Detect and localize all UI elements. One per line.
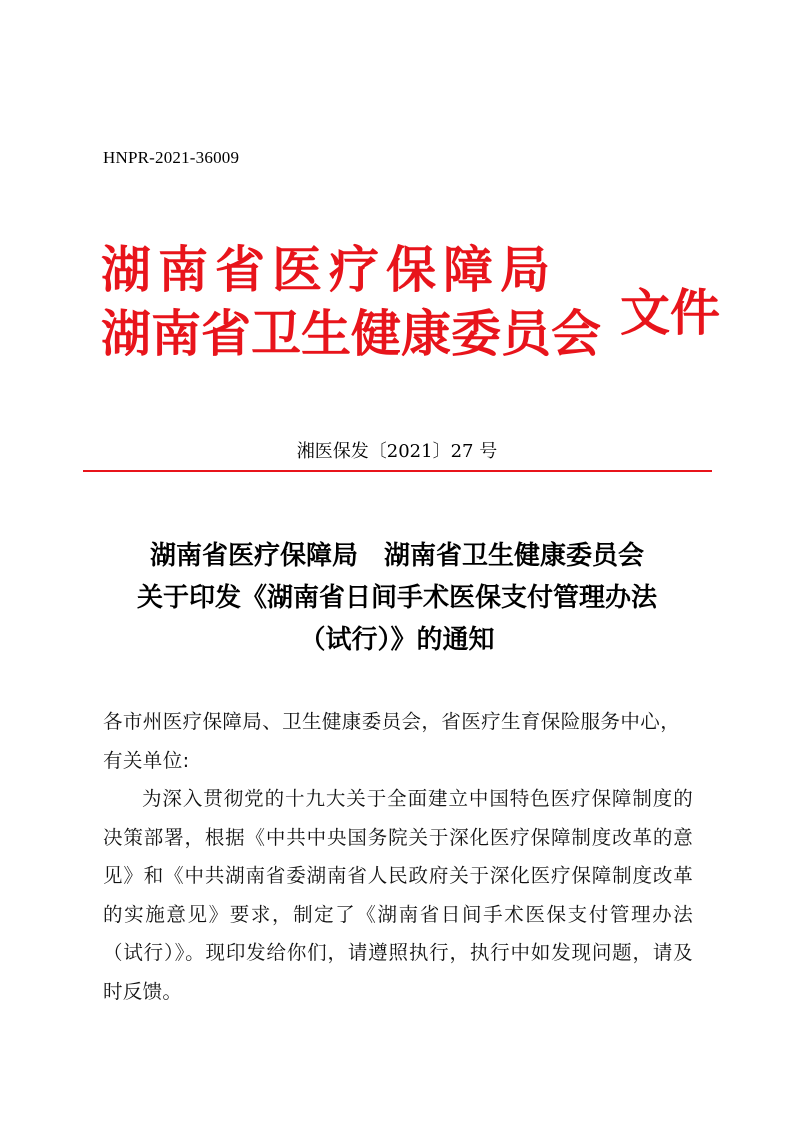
issuing-authorities [101, 240, 611, 368]
title-line-3: （试行）》的通知 [299, 625, 495, 655]
title-issuer-1: 湖南省医疗保障局 [149, 541, 358, 571]
issuer-health-commission: 湖南省卫生健康委员会 [101, 304, 601, 363]
document-serial-number: HNPR-2021-36009 [103, 148, 240, 167]
document-body [103, 703, 693, 1011]
document-title [0, 535, 794, 661]
file-label: 文件 [620, 283, 720, 342]
file-number: 湘医保发〔2021〕27 号 [296, 441, 498, 462]
title-line-1 [0, 535, 794, 577]
title-line-2: 关于印发《湖南省日间手术医保支付管理办法 [136, 583, 657, 613]
red-divider-line [83, 470, 712, 472]
title-issuer-2: 湖南省卫生健康委员会 [384, 541, 645, 571]
body-paragraph-1: 为深入贯彻党的十九大关于全面建立中国特色医疗保障制度的决策部署，根据《中共中央国务院关于深化医疗保障制度改革的意见》和《中共湖南省委湖南省人民政府关于深化医疗保障制度改革的实施意见》要求，制定了《湖南省日间手术医保支付管理办法（试行）》。现印发给你们，请遵照执行，执行中如发现问题，请及时反馈。 [103, 787, 693, 1003]
addressee: 各市州医疗保障局、卫生健康委员会，省医疗生育保险服务中心，有关单位: [103, 710, 681, 772]
issuer-medical-security-bureau: 湖南省医疗保障局 [101, 240, 557, 299]
